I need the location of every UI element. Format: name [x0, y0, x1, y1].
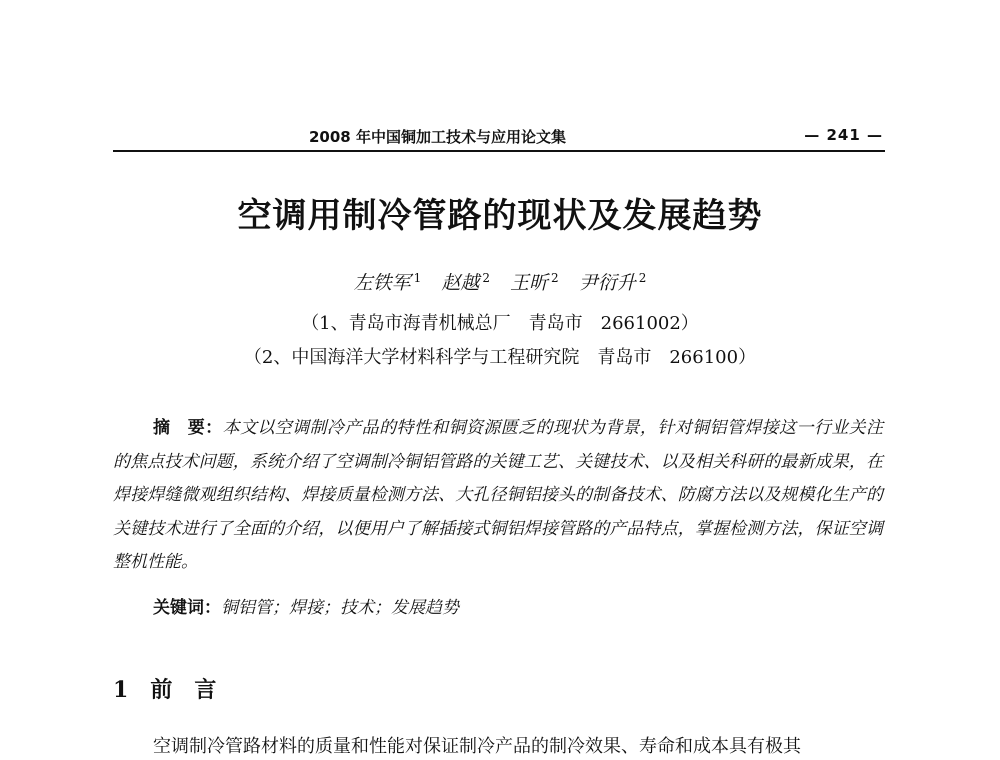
author	[354, 272, 422, 294]
author-affil-mark: 2	[551, 270, 559, 285]
abstract	[113, 412, 883, 580]
body-paragraph-first-line: 空调制冷管路材料的质量和性能对保证制冷产品的制冷效果、寿命和成本具有极其	[153, 736, 801, 757]
author-name: 尹衍升	[578, 272, 636, 294]
author	[510, 272, 559, 294]
paper-title: 空调用制冷管路的现状及发展趋势	[237, 196, 763, 236]
author-affil-mark: 2	[482, 270, 490, 285]
author	[579, 272, 647, 294]
section-title: 前 言	[150, 677, 217, 703]
author-name: 左铁军	[353, 272, 411, 294]
journal-title: 2008 年中国铜加工技术与应用论文集	[309, 128, 566, 146]
abstract-text: 本文以空调制冷产品的特性和铜资源匮乏的现状为背景，针对铜铝管焊接这一行业关注的焦点技术问题，系统介绍了空调制冷铜铝管路的关键工艺、关键技术、以及相关科研的最新成果，在焊接焊缝微观组织结构、焊接质量检测方法、大孔径铜铝接头的制备技术、防腐方法以及规模化生产的关键技术进行了全面的介绍，以便用户了解插接式铜铝焊接管路的产品特点，掌握检测方法，保证空调整机性能。	[113, 418, 883, 572]
keywords	[153, 593, 883, 618]
abstract-paragraph	[113, 412, 883, 580]
section-number: 1	[113, 677, 129, 703]
author-list	[0, 268, 1000, 295]
keywords-label: 关键词：	[153, 598, 221, 618]
author	[441, 272, 490, 294]
keywords-text: 铜铝管；焊接；技术；发展趋势	[221, 598, 459, 618]
author-name: 赵越	[441, 272, 480, 294]
abstract-label: 摘 要：	[153, 418, 223, 438]
running-header	[113, 120, 885, 152]
author-name: 王昕	[510, 272, 549, 294]
author-affil-mark: 1	[413, 270, 422, 285]
author-affil-mark: 2	[638, 270, 647, 285]
affiliation-1: （1、青岛市海青机械总厂 青岛市 2661002）	[301, 313, 699, 334]
affiliation-2: （2、中国海洋大学材料科学与工程研究院 青岛市 266100）	[243, 347, 757, 368]
page-number: — 241 —	[804, 126, 883, 144]
section-heading	[113, 673, 216, 704]
